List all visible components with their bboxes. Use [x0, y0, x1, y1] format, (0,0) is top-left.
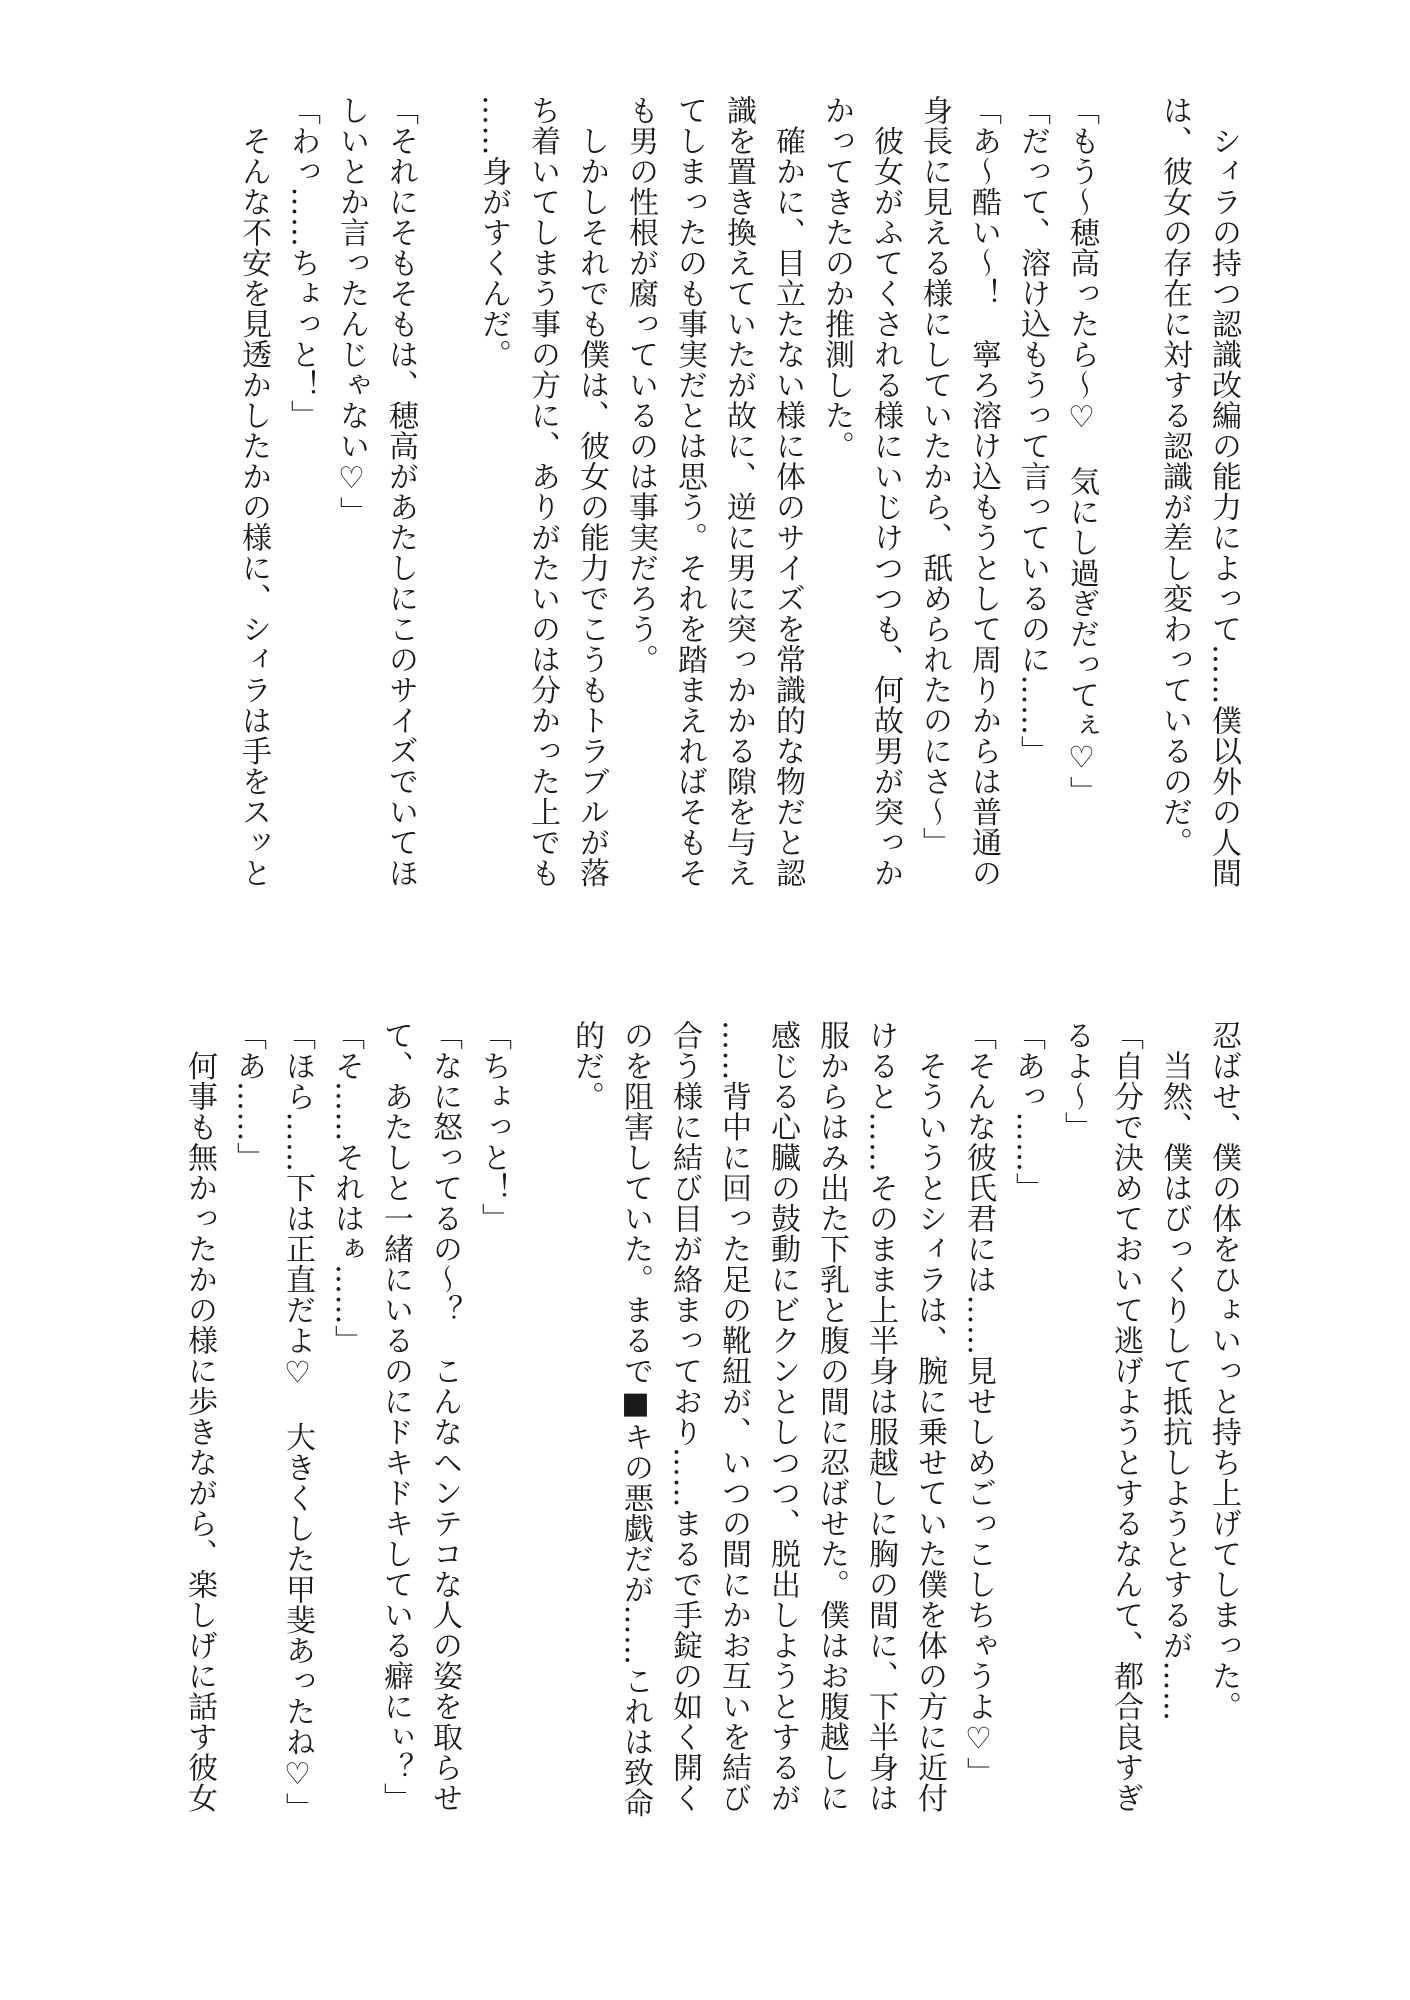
text-column: 「ほら……下は正直だよ♡ 大きくした甲斐あったね♡」 — [280, 1020, 315, 1823]
text-column: しいとか言ったんじゃない♡」 — [334, 95, 369, 527]
text-column: るよ～」 — [1059, 1020, 1094, 1142]
text-column: ……背中に回った足の靴紐が、いつの間にかお互いを結び — [716, 1020, 751, 1813]
text-column: しかしそれでも僕は、彼女の能力でこうもトラブルが落 — [574, 95, 609, 888]
text-column: 合う様に結び目が絡まっており……まるで手錠の如く開く — [667, 1020, 702, 1813]
text-column: そういうとシィラは、腕に乗せていた僕を体の方に近付 — [912, 1020, 947, 1813]
text-column: ……身がすくんだ。 — [476, 95, 511, 370]
text-column: けると……そのまま上半身は服越しに胸の間に、下半身は — [863, 1020, 898, 1813]
text-column: 「だって、溶け込もうって言っているのに……」 — [1015, 95, 1050, 766]
text-column: は、彼女の存在に対する認識が差し変わっているのだ。 — [1157, 95, 1192, 858]
text-column: 「あっ……」 — [1010, 1020, 1045, 1203]
text-column: て、あたしと一緒にいるのにドキドキしている癖にぃ？」 — [378, 1020, 413, 1813]
text-column: 「そんな彼氏君には……見せしめごっこしちゃうよ♡」 — [961, 1020, 996, 1788]
text-column: かってきたのか推測した。 — [819, 95, 854, 461]
text-column: 「あ……」 — [231, 1020, 266, 1173]
text-column: 確かに、目立たない様に体のサイズを常識的な物だと認 — [770, 95, 805, 888]
text-column: 彼女がふてくされる様にいじけつつも、何故男が突っか — [868, 95, 903, 888]
text-column: 「もう～穂高ったら～♡ 気にし過ぎだってぇ♡」 — [1064, 95, 1099, 807]
text-column: てしまったのも事実だとは思う。それを踏まえればそもそ — [672, 95, 707, 888]
text-column: 忍ばせ、僕の体をひょいっと持ち上げてしまった。 — [1206, 1020, 1241, 1722]
text-column: のを阻害していた。まるで■キの悪戯だが……これは致命 — [618, 1020, 653, 1818]
text-column: 「それにそもそもは、穂高があたしにこのサイズでいてほ — [383, 95, 418, 888]
text-column: 識を置き換えていたが故に、逆に男に突っかかる隙を与え — [721, 95, 756, 888]
text-column: 「なに怒ってるの～？ こんなヘンテコな人の姿を取らせ — [427, 1020, 462, 1813]
text-column: 身長に見える様にしていたから、舐められたのにさ～」 — [917, 95, 952, 858]
text-block-bottom — [145, 1020, 1245, 1860]
text-column: 「わっ……ちょっと！」 — [285, 95, 320, 431]
text-column: 当然、僕はびっくりして抵抗しようとするが…… — [1157, 1020, 1192, 1722]
text-column: シィラの持つ認識改編の能力によって……僕以外の人間 — [1206, 95, 1241, 888]
text-column: 「あ～酷い～！ 寧ろ溶け込もうとして周りからは普通の — [966, 95, 1001, 888]
text-column: 「そ……それはぁ……」 — [329, 1020, 364, 1356]
text-column: 服からはみ出た下乳と腹の間に忍ばせた。僕はお腹越しに — [814, 1020, 849, 1813]
text-column: 「ちょっと！」 — [476, 1020, 511, 1234]
text-column: 「自分で決めておいて逃げようとするなんて、都合良すぎ — [1108, 1020, 1143, 1813]
text-column: 何事も無かったかの様に歩きながら、楽しげに話す彼女 — [182, 1020, 217, 1813]
text-column: も男の性根が腐っているのは事実だろう。 — [623, 95, 658, 675]
text-block-top — [145, 95, 1245, 935]
text-column: 感じる心臓の鼓動にビクンとしつつ、脱出しようとするが — [765, 1020, 800, 1813]
text-column: 的だ。 — [569, 1020, 604, 1112]
text-column: そんな不安を見透かしたかの様に、シィラは手をスッと — [236, 95, 271, 888]
text-column: ち着いてしまう事の方に、ありがたいのは分かった上でも — [525, 95, 560, 888]
